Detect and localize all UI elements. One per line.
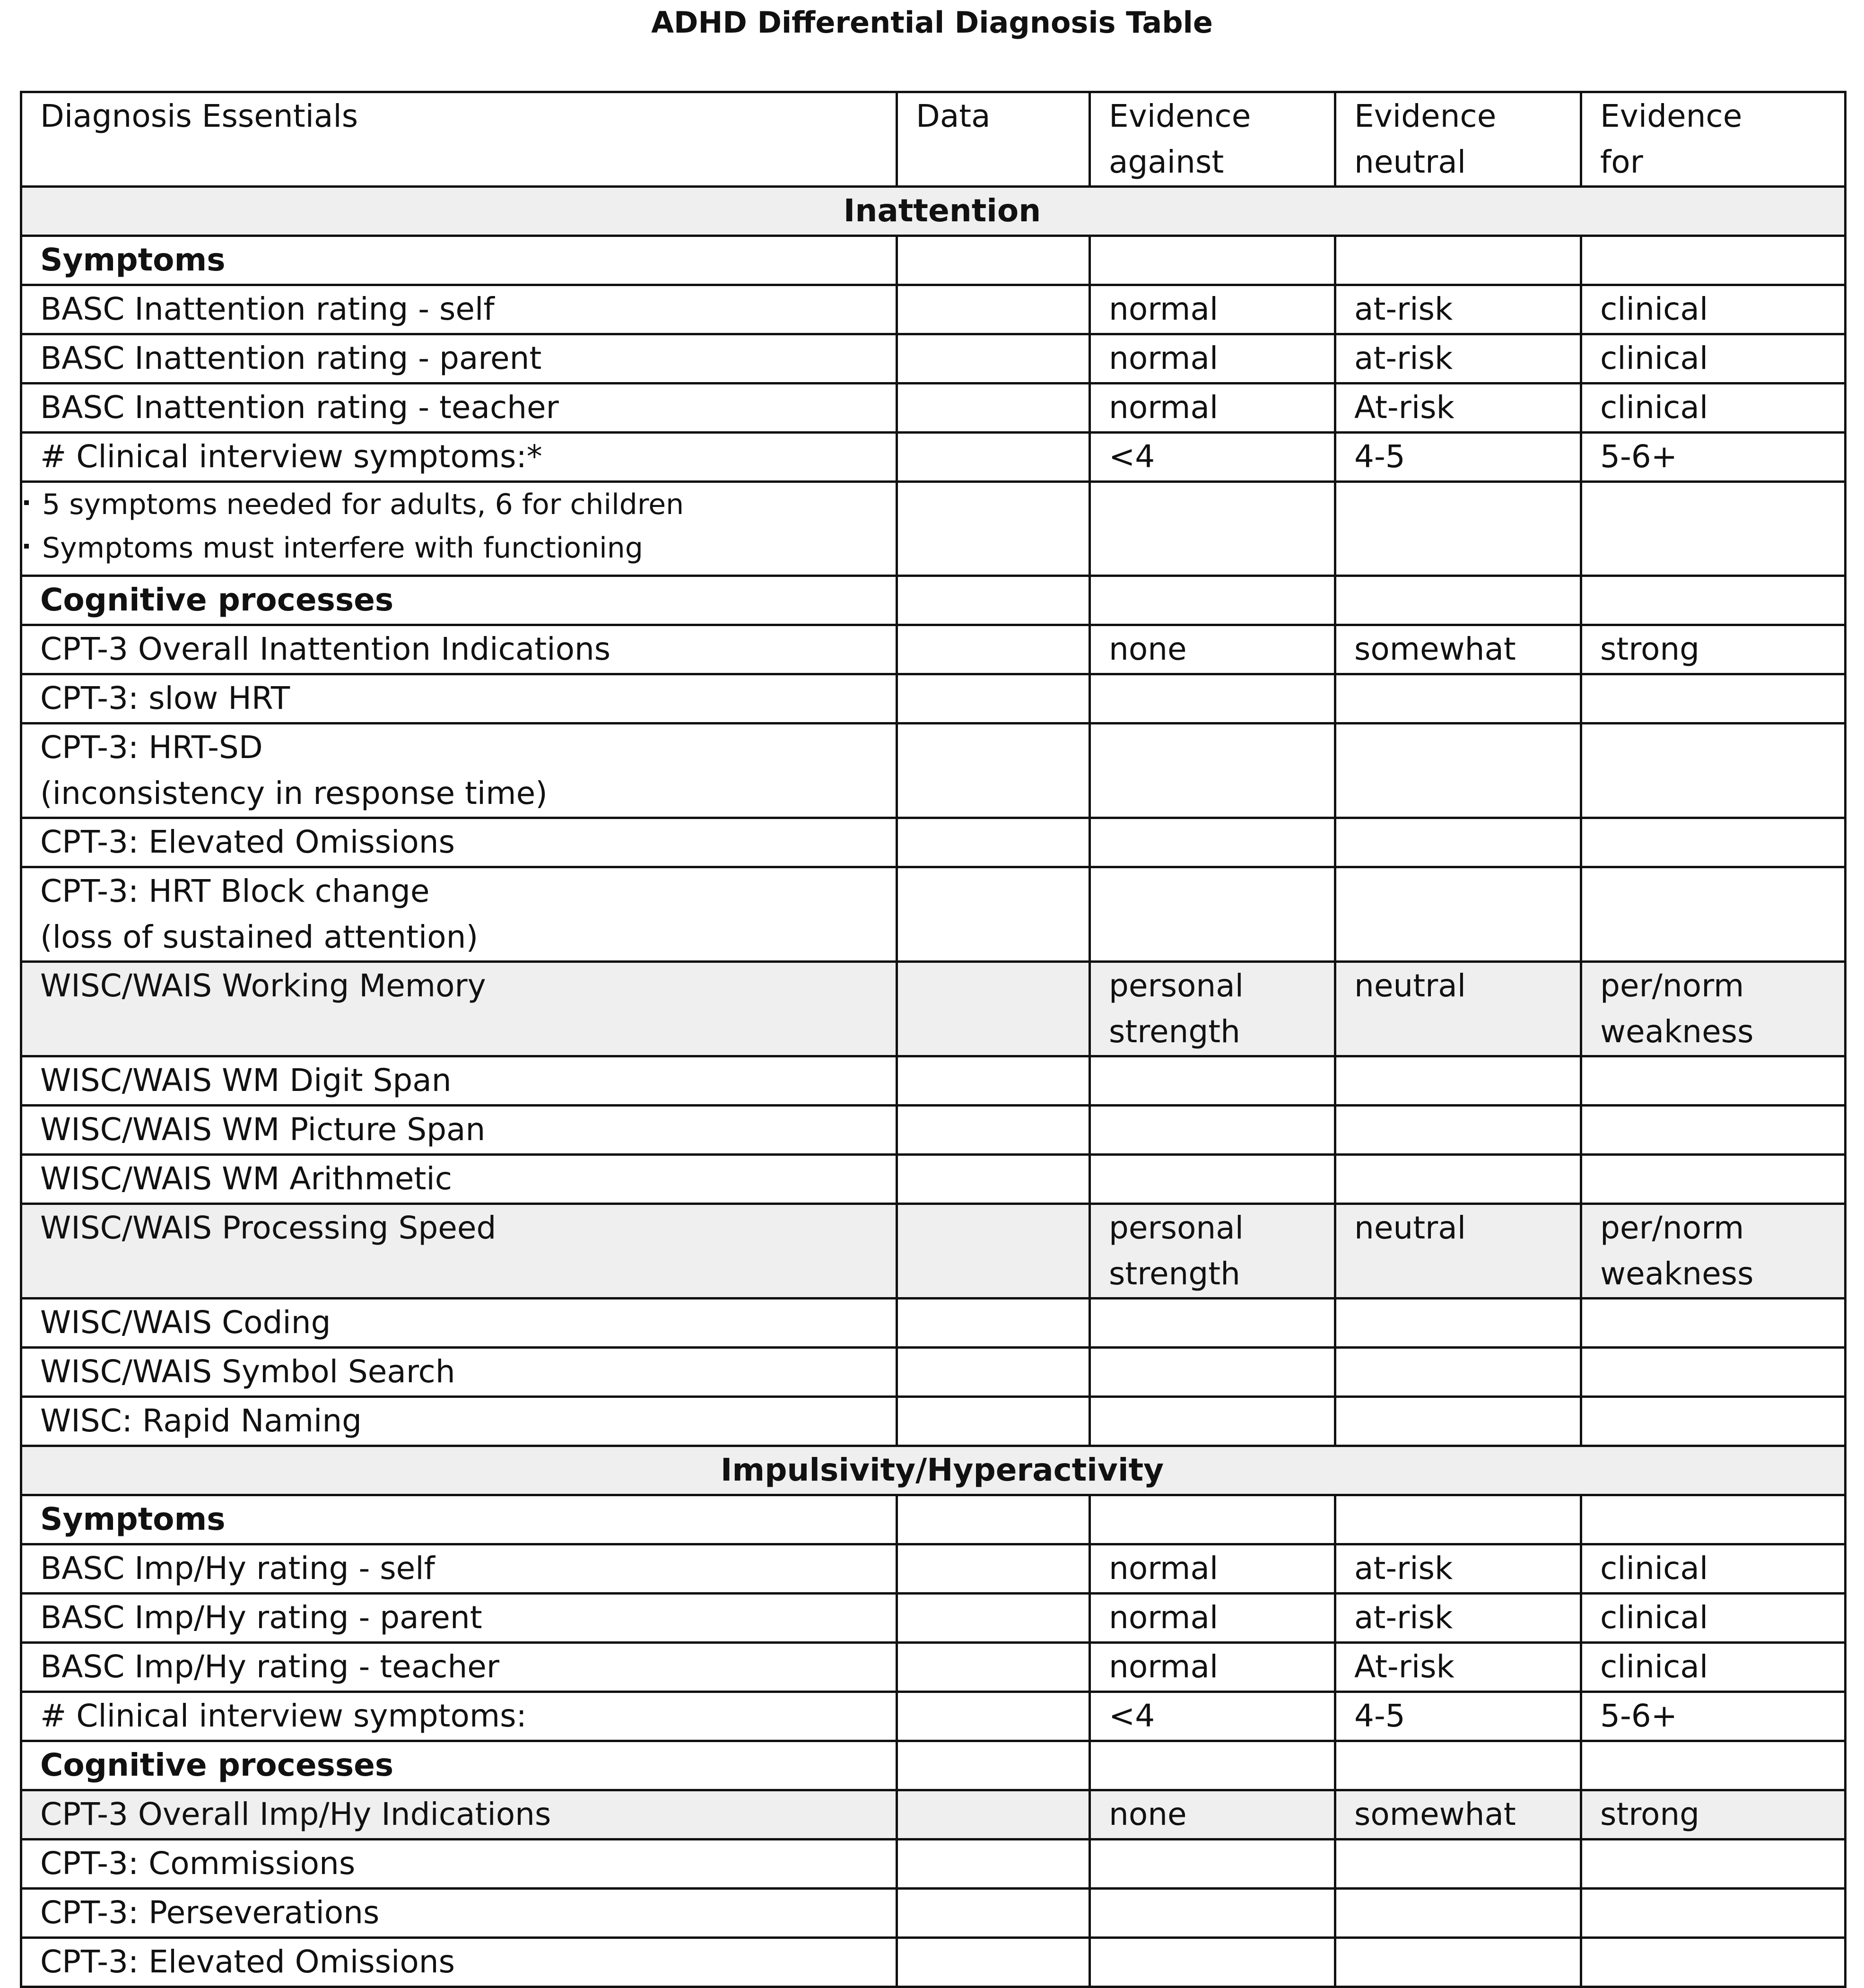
data-cell	[897, 1643, 1090, 1692]
row-label: CPT-3: HRT Block change (loss of sustained attention)	[21, 867, 897, 962]
evidence-against-cell: normal	[1090, 285, 1335, 334]
subheader-label: Symptoms	[21, 1495, 897, 1544]
table-row	[21, 1106, 1846, 1155]
evidence-against-cell: <4	[1090, 1692, 1335, 1741]
list-item: Symptoms must interfere with functioning	[22, 526, 896, 570]
row-label: # Clinical interview symptoms:*	[21, 433, 897, 482]
diagnosis-table	[20, 91, 1847, 1988]
table-row	[21, 334, 1846, 384]
table-row	[21, 1594, 1846, 1643]
evidence-against-cell: <4	[1090, 433, 1335, 482]
evidence-for-cell: clinical	[1581, 285, 1846, 334]
header-data: Data	[897, 92, 1090, 187]
data-cell	[897, 285, 1090, 334]
table-row	[21, 1299, 1846, 1348]
row-label: BASC Inattention rating - self	[21, 285, 897, 334]
table-row	[21, 1889, 1846, 1938]
data-cell	[897, 1544, 1090, 1594]
evidence-neutral-cell: At-risk	[1335, 384, 1581, 433]
data-cell	[897, 1790, 1090, 1840]
evidence-for-cell: per/norm weakness	[1581, 1204, 1846, 1299]
section-title: Inattention	[21, 187, 1846, 236]
row-label: CPT-3: Elevated Omissions	[21, 1938, 897, 1987]
row-label: CPT-3 Overall Imp/Hy Indications	[21, 1790, 897, 1840]
evidence-for-cell: clinical	[1581, 1643, 1846, 1692]
table-row	[21, 625, 1846, 674]
row-label: BASC Inattention rating - teacher	[21, 384, 897, 433]
table-row	[21, 1204, 1846, 1299]
table-row	[21, 674, 1846, 724]
data-cell	[897, 1692, 1090, 1741]
evidence-neutral-cell: at-risk	[1335, 1544, 1581, 1594]
row-label: BASC Inattention rating - parent	[21, 334, 897, 384]
header-row	[21, 92, 1846, 187]
evidence-for-cell: per/norm weakness	[1581, 962, 1846, 1056]
row-label: BASC Imp/Hy rating - self	[21, 1544, 897, 1594]
row-label: CPT-3 Overall Inattention Indications	[21, 625, 897, 674]
evidence-neutral-cell: at-risk	[1335, 285, 1581, 334]
evidence-neutral-cell: 4-5	[1335, 433, 1581, 482]
row-label: CPT-3: Commissions	[21, 1840, 897, 1889]
evidence-neutral-cell: at-risk	[1335, 334, 1581, 384]
table-row	[21, 1348, 1846, 1397]
evidence-against-cell: normal	[1090, 1544, 1335, 1594]
data-cell	[897, 962, 1090, 1056]
table-row	[21, 1840, 1846, 1889]
table-row	[21, 1790, 1846, 1840]
evidence-against-cell: none	[1090, 625, 1335, 674]
bullet-icon	[24, 500, 29, 505]
evidence-against-cell: normal	[1090, 334, 1335, 384]
table-row	[21, 1692, 1846, 1741]
row-label: WISC/WAIS WM Digit Span	[21, 1056, 897, 1106]
row-label: WISC: Rapid Naming	[21, 1397, 897, 1446]
subheader-label: Cognitive processes	[21, 1741, 897, 1790]
row-label: WISC/WAIS Working Memory	[21, 962, 897, 1056]
table-row	[21, 724, 1846, 818]
data-cell	[897, 1594, 1090, 1643]
row-label: WISC/WAIS WM Picture Span	[21, 1106, 897, 1155]
table-row	[21, 867, 1846, 962]
evidence-against-cell: normal	[1090, 384, 1335, 433]
row-label: BASC Imp/Hy rating - teacher	[21, 1643, 897, 1692]
header-diagnosis-essentials: Diagnosis Essentials	[21, 92, 897, 187]
table-row	[21, 384, 1846, 433]
row-label: CPT-3: HRT-SD (inconsistency in response time)	[21, 724, 897, 818]
table-row	[21, 1155, 1846, 1204]
evidence-neutral-cell: At-risk	[1335, 1643, 1581, 1692]
evidence-for-cell: strong	[1581, 625, 1846, 674]
table-row	[21, 285, 1846, 334]
evidence-neutral-cell: somewhat	[1335, 625, 1581, 674]
evidence-against-cell: personal strength	[1090, 962, 1335, 1056]
evidence-for-cell: 5-6+	[1581, 433, 1846, 482]
header-evidence-neutral: Evidence neutral	[1335, 92, 1581, 187]
evidence-for-cell: clinical	[1581, 384, 1846, 433]
evidence-neutral-cell: somewhat	[1335, 1790, 1581, 1840]
row-label: CPT-3: Elevated Omissions	[21, 818, 897, 867]
row-label: WISC/WAIS Symbol Search	[21, 1348, 897, 1397]
notes-row	[21, 482, 1846, 576]
evidence-against-cell: none	[1090, 1790, 1335, 1840]
page-title: ADHD Differential Diagnosis Table	[651, 5, 1213, 40]
evidence-neutral-cell: at-risk	[1335, 1594, 1581, 1643]
table-row	[21, 1544, 1846, 1594]
evidence-against-cell: normal	[1090, 1643, 1335, 1692]
evidence-neutral-cell: neutral	[1335, 1204, 1581, 1299]
table-row	[21, 1643, 1846, 1692]
evidence-against-cell: personal strength	[1090, 1204, 1335, 1299]
section-title: Impulsivity/Hyperactivity	[21, 1446, 1846, 1495]
row-label: WISC/WAIS WM Arithmetic	[21, 1155, 897, 1204]
row-label: # Clinical interview symptoms:	[21, 1692, 897, 1741]
list-item: 5 symptoms needed for adults, 6 for children	[22, 483, 896, 526]
subheader-symptoms	[21, 236, 1846, 285]
section-impulsivity	[21, 1446, 1846, 1495]
subheader-label: Symptoms	[21, 236, 897, 285]
evidence-for-cell: 5-6+	[1581, 1692, 1846, 1741]
table-row	[21, 818, 1846, 867]
section-inattention	[21, 187, 1846, 236]
bullet-icon	[24, 544, 29, 549]
table-row	[21, 1938, 1846, 1987]
row-label: CPT-3: Perseverations	[21, 1889, 897, 1938]
notes-cell	[21, 482, 897, 576]
evidence-for-cell: clinical	[1581, 334, 1846, 384]
evidence-for-cell: strong	[1581, 1790, 1846, 1840]
data-cell	[897, 384, 1090, 433]
row-label: WISC/WAIS Coding	[21, 1299, 897, 1348]
subheader-cognitive	[21, 576, 1846, 625]
row-label: WISC/WAIS Processing Speed	[21, 1204, 897, 1299]
evidence-against-cell: normal	[1090, 1594, 1335, 1643]
table-row	[21, 1397, 1846, 1446]
table-row	[21, 1056, 1846, 1106]
header-evidence-for: Evidence for	[1581, 92, 1846, 187]
table-row	[21, 962, 1846, 1056]
data-cell	[897, 1204, 1090, 1299]
row-label: CPT-3: slow HRT	[21, 674, 897, 724]
evidence-for-cell: clinical	[1581, 1594, 1846, 1643]
data-cell	[897, 433, 1090, 482]
subheader-label: Cognitive processes	[21, 576, 897, 625]
table-row	[21, 433, 1846, 482]
header-evidence-against: Evidence against	[1090, 92, 1335, 187]
evidence-neutral-cell: 4-5	[1335, 1692, 1581, 1741]
subheader-cognitive	[21, 1741, 1846, 1790]
evidence-neutral-cell: neutral	[1335, 962, 1581, 1056]
data-cell	[897, 625, 1090, 674]
evidence-for-cell: clinical	[1581, 1544, 1846, 1594]
data-cell	[897, 334, 1090, 384]
row-label: BASC Imp/Hy rating - parent	[21, 1594, 897, 1643]
subheader-symptoms	[21, 1495, 1846, 1544]
